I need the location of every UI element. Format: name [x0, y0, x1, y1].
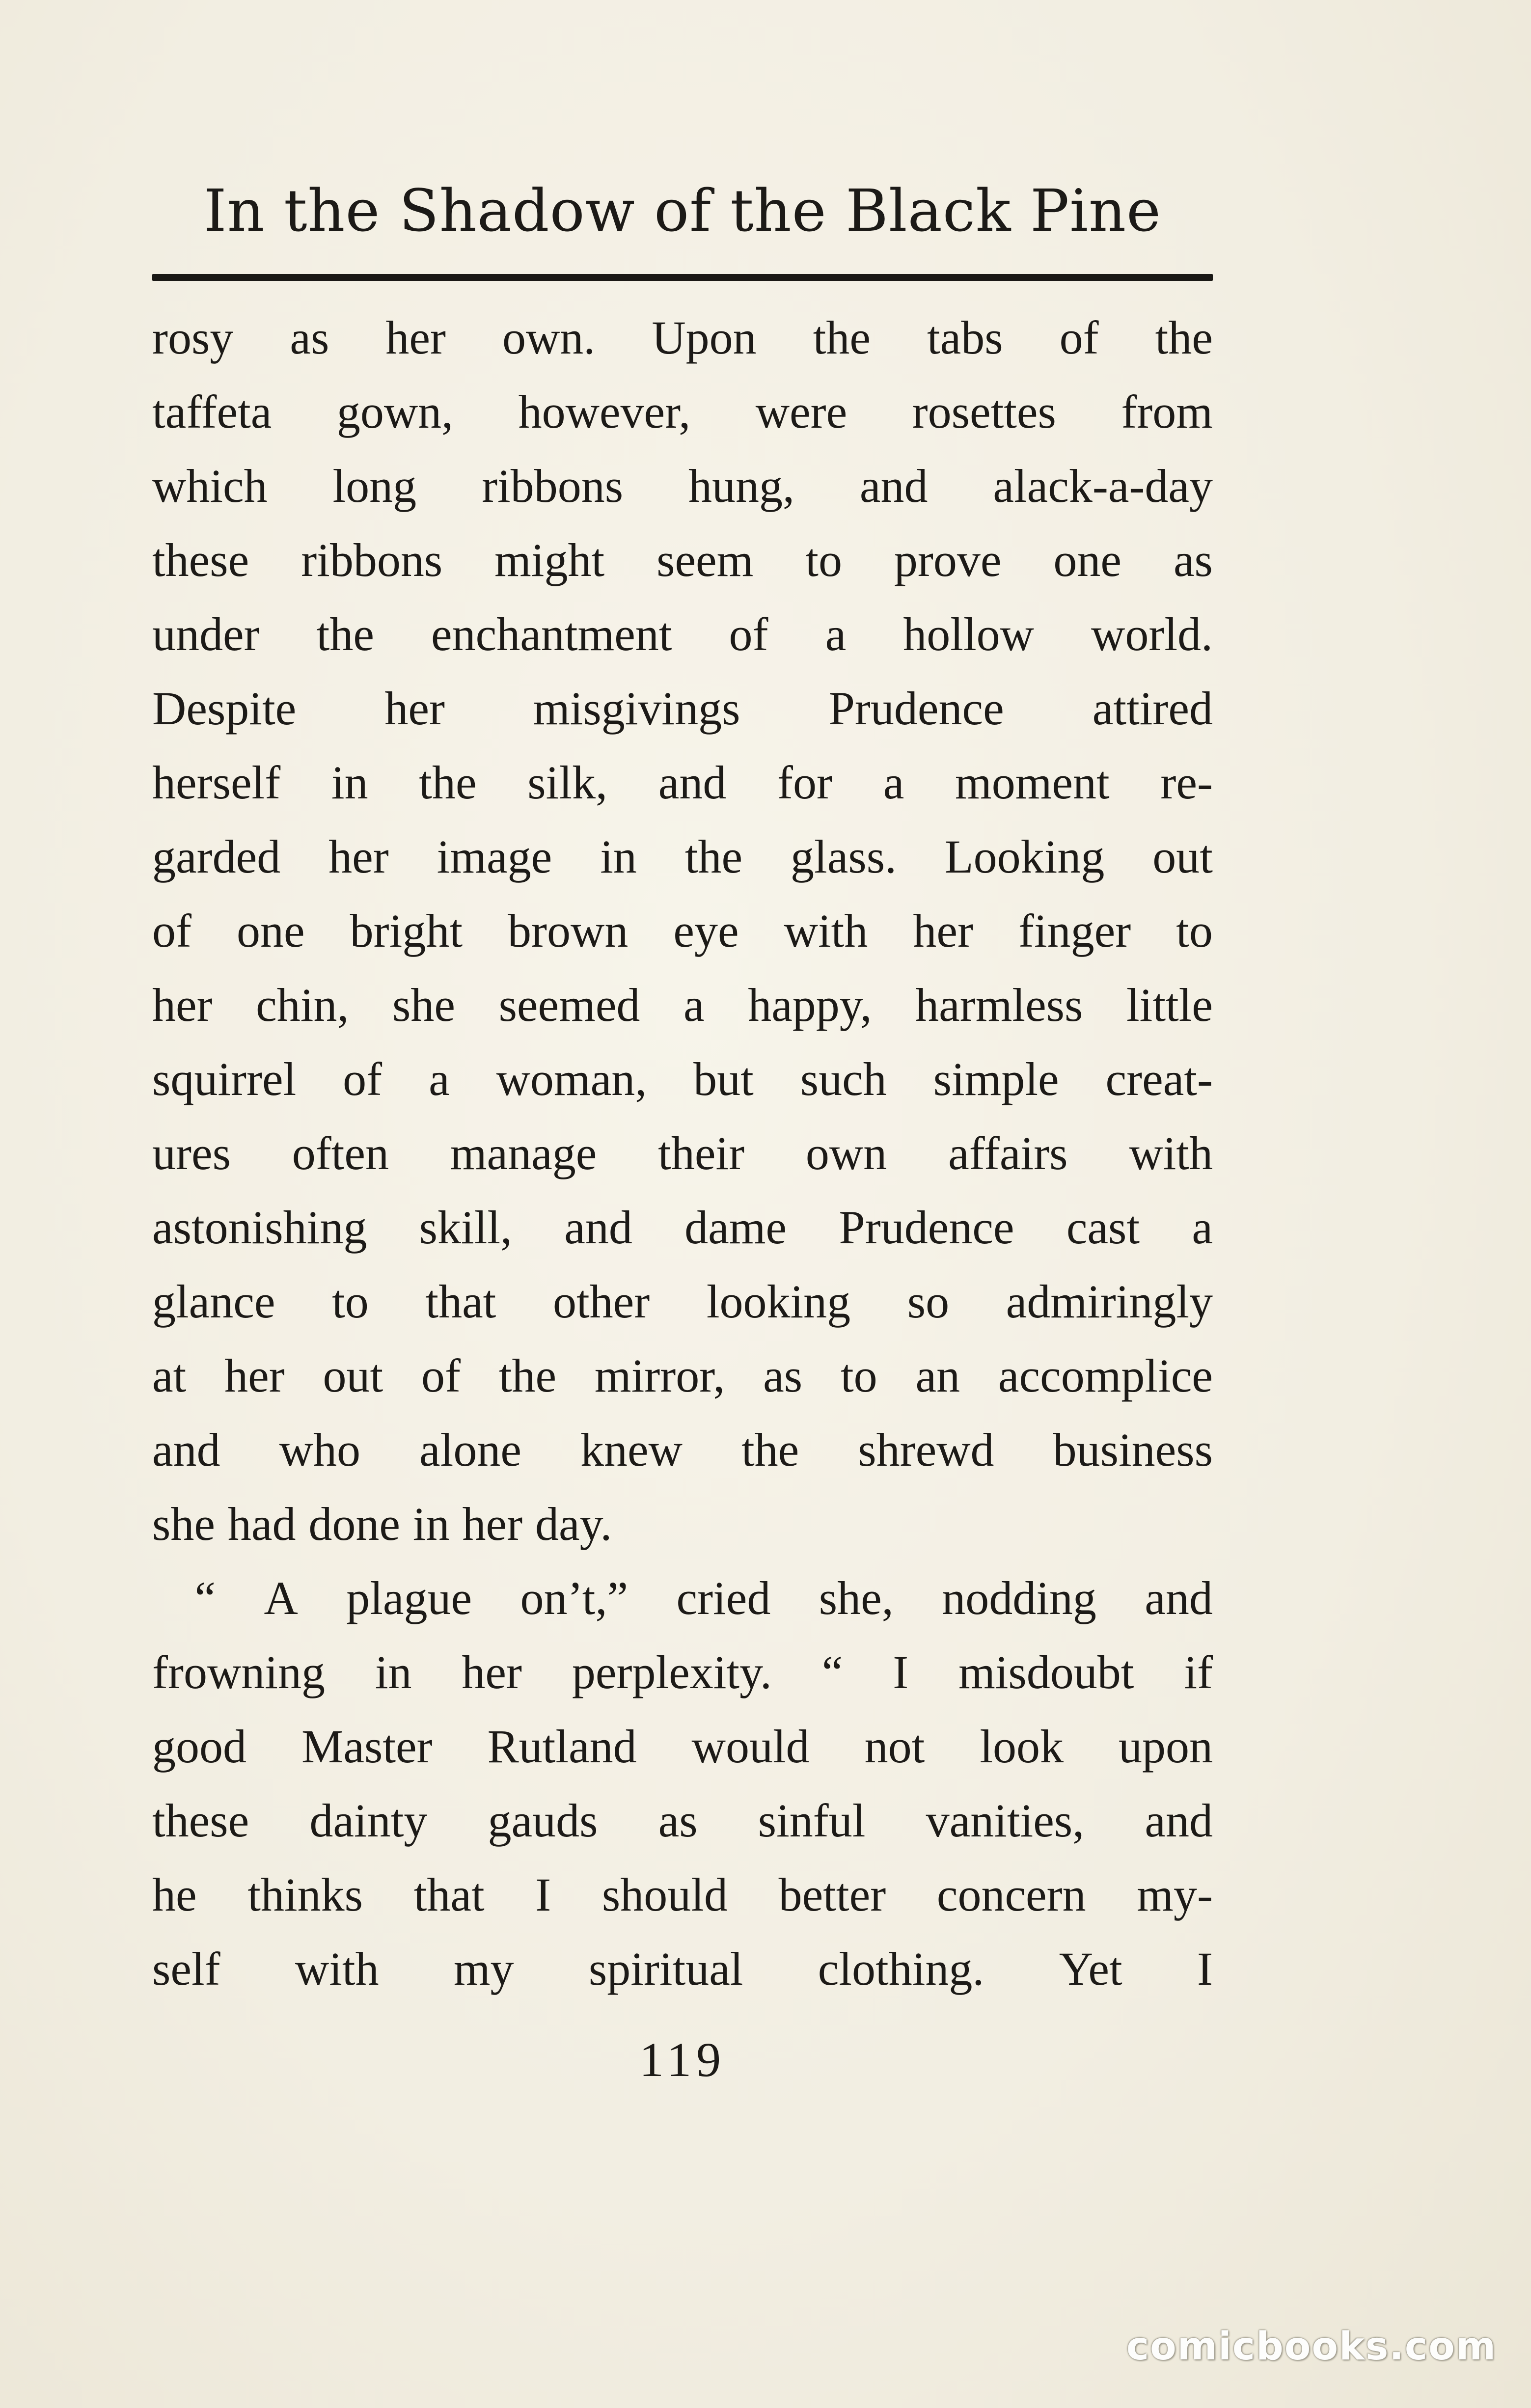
word: attired — [1092, 682, 1213, 735]
word: in — [600, 830, 637, 883]
word: and — [564, 1201, 632, 1254]
text-line — [152, 1042, 1213, 1116]
word: dame — [684, 1201, 787, 1254]
word: day. — [535, 1497, 612, 1550]
text-line — [152, 1413, 1213, 1487]
word: look — [980, 1720, 1064, 1773]
word: gown, — [336, 385, 454, 438]
word: to — [1176, 904, 1213, 957]
word: plague — [346, 1571, 472, 1624]
word: were — [755, 385, 848, 438]
word: long — [332, 459, 417, 512]
page-number: 119 — [639, 2032, 726, 2087]
word: on’t,” — [520, 1571, 629, 1624]
word: shrewd — [858, 1423, 994, 1476]
text-line — [152, 597, 1213, 671]
word: own — [805, 1126, 887, 1179]
word: woman, — [496, 1052, 647, 1105]
word: I — [535, 1868, 551, 1921]
word: the — [419, 756, 477, 809]
text-line — [152, 449, 1213, 523]
word: Prudence — [839, 1201, 1014, 1254]
word: garded — [152, 830, 281, 883]
word: ribbons — [301, 533, 443, 586]
word: Prudence — [828, 682, 1004, 735]
word: but — [693, 1052, 754, 1105]
text-line — [152, 1190, 1213, 1264]
word: knew — [580, 1423, 683, 1476]
word: finger — [1018, 904, 1131, 957]
word: she — [152, 1497, 215, 1550]
word: Upon — [652, 311, 757, 364]
word: happy, — [748, 978, 872, 1031]
word: a — [1192, 1201, 1213, 1254]
word: these — [152, 533, 249, 586]
word: prove — [894, 533, 1002, 586]
word: Looking — [945, 830, 1105, 883]
word: so — [907, 1275, 950, 1328]
word: Despite — [152, 682, 297, 735]
word: which — [152, 459, 268, 512]
word: a — [883, 756, 904, 809]
text-line — [152, 1858, 1213, 1932]
word: and — [658, 756, 727, 809]
word: as — [290, 311, 329, 364]
word: with — [784, 904, 868, 957]
text-line — [152, 894, 1213, 968]
word: out — [1152, 830, 1213, 883]
word: that — [425, 1275, 496, 1328]
word: I — [893, 1645, 909, 1698]
word: for — [777, 756, 832, 809]
word: she, — [819, 1571, 894, 1624]
word: moment — [955, 756, 1110, 809]
word: such — [800, 1052, 887, 1105]
word: her — [384, 682, 445, 735]
word: chin, — [256, 978, 349, 1031]
text-line — [152, 968, 1213, 1042]
text-line — [152, 745, 1213, 820]
word: her — [328, 830, 389, 883]
word: own. — [502, 311, 596, 364]
word: that — [413, 1868, 485, 1921]
word: gauds — [488, 1794, 598, 1847]
word: of — [1059, 311, 1099, 364]
word: might — [494, 533, 605, 586]
word: a — [429, 1052, 450, 1105]
text-line — [152, 375, 1213, 449]
word: self — [152, 1942, 220, 1995]
word: one — [1053, 533, 1121, 586]
word: as — [658, 1794, 698, 1847]
word: ribbons — [482, 459, 624, 512]
word: of — [421, 1349, 461, 1402]
word: re- — [1160, 756, 1213, 809]
word: my- — [1137, 1868, 1213, 1921]
word: a — [683, 978, 705, 1031]
word: he — [152, 1868, 197, 1921]
word: of — [152, 904, 191, 957]
word: Rutland — [487, 1720, 637, 1773]
word: looking — [706, 1275, 851, 1328]
word: perplexity. — [572, 1645, 772, 1698]
word: her — [913, 904, 973, 957]
word: herself — [152, 756, 281, 809]
word: in — [375, 1645, 412, 1698]
word: vanities, — [926, 1794, 1085, 1847]
word: as — [763, 1349, 803, 1402]
word: misgivings — [533, 682, 740, 735]
word: at — [152, 1349, 187, 1402]
word: hung, — [688, 459, 794, 512]
word: her — [385, 311, 446, 364]
word: nodding — [942, 1571, 1096, 1624]
word: simple — [933, 1052, 1059, 1105]
word: spiritual — [588, 1942, 743, 1995]
word: with — [1129, 1126, 1213, 1179]
text-line — [152, 1635, 1213, 1709]
word: an — [915, 1349, 960, 1402]
word: if — [1184, 1645, 1213, 1698]
running-head: In the Shadow of the Black Pine — [204, 177, 1161, 245]
word: manage — [450, 1126, 597, 1179]
word: upon — [1119, 1720, 1213, 1773]
text-line — [152, 1783, 1213, 1858]
word: however, — [518, 385, 691, 438]
word: her — [152, 978, 213, 1031]
text-line — [152, 1116, 1213, 1190]
word: eye — [673, 904, 739, 957]
text-line — [152, 523, 1213, 597]
word: and — [1145, 1794, 1213, 1847]
word: “ — [194, 1571, 216, 1624]
word: alone — [419, 1423, 521, 1476]
word: the — [741, 1423, 799, 1476]
word: other — [552, 1275, 650, 1328]
word: seem — [656, 533, 754, 586]
word: as — [1173, 533, 1213, 586]
word: affairs — [948, 1126, 1068, 1179]
word: taffeta — [152, 385, 272, 438]
word: her — [224, 1349, 285, 1402]
word: my — [453, 1942, 514, 1995]
word: and — [1145, 1571, 1213, 1624]
word: tabs — [927, 311, 1003, 364]
text-line — [152, 1561, 1213, 1635]
word: silk, — [527, 756, 607, 809]
word: I — [1197, 1942, 1213, 1995]
word: alack-a-day — [993, 459, 1213, 512]
word: not — [864, 1720, 925, 1773]
word: good — [152, 1720, 246, 1773]
word: glance — [152, 1275, 275, 1328]
text-line — [152, 1932, 1213, 2006]
word: to — [805, 533, 842, 586]
word: often — [292, 1126, 389, 1179]
word: a — [825, 607, 847, 660]
word: to — [332, 1275, 369, 1328]
word: the — [1155, 311, 1213, 364]
word: sinful — [758, 1794, 866, 1847]
text-line — [152, 1264, 1213, 1339]
body-text — [152, 301, 1213, 2006]
word: of — [729, 607, 768, 660]
word: to — [840, 1349, 877, 1402]
word: from — [1121, 385, 1213, 438]
word: creat- — [1105, 1052, 1213, 1105]
watermark: comicbooks.com — [1126, 2325, 1497, 2369]
word: the — [813, 311, 871, 364]
word: under — [152, 607, 260, 660]
word: who — [279, 1423, 360, 1476]
word: cast — [1066, 1201, 1140, 1254]
word: would — [691, 1720, 810, 1773]
word: with — [295, 1942, 379, 1995]
word: rosy — [152, 311, 234, 364]
word: image — [437, 830, 552, 883]
word: her — [462, 1645, 522, 1698]
word: and — [152, 1423, 220, 1476]
word: seemed — [498, 978, 640, 1031]
word: done — [308, 1497, 400, 1550]
word: hollow — [903, 607, 1034, 660]
word: little — [1126, 978, 1213, 1031]
word: ures — [152, 1126, 231, 1179]
word: out — [323, 1349, 383, 1402]
word: better — [778, 1868, 886, 1921]
word: the — [316, 607, 374, 660]
word: these — [152, 1794, 249, 1847]
word: business — [1053, 1423, 1213, 1476]
word: frowning — [152, 1645, 325, 1698]
word: had — [227, 1497, 296, 1550]
text-line — [152, 1709, 1213, 1783]
header-rule — [152, 274, 1213, 281]
word: and — [859, 459, 928, 512]
word: skill, — [419, 1201, 512, 1254]
word: her — [462, 1497, 523, 1550]
word: glass. — [791, 830, 897, 883]
word: enchantment — [431, 607, 672, 660]
text-line — [152, 1339, 1213, 1413]
word: concern — [936, 1868, 1086, 1921]
word: one — [237, 904, 305, 957]
text-line — [152, 301, 1213, 375]
word: accomplice — [998, 1349, 1213, 1402]
word: in — [331, 756, 368, 809]
word: she — [392, 978, 455, 1031]
word: dainty — [309, 1794, 428, 1847]
text-line — [152, 820, 1213, 894]
word: should — [601, 1868, 728, 1921]
word: “ — [821, 1645, 843, 1698]
word: misdoubt — [958, 1645, 1134, 1698]
word: rosettes — [912, 385, 1056, 438]
word: Master — [301, 1720, 433, 1773]
word: world. — [1091, 607, 1213, 660]
text-line — [152, 1487, 1213, 1561]
word: clothing. — [818, 1942, 984, 1995]
word: admiringly — [1006, 1275, 1213, 1328]
word: thinks — [247, 1868, 363, 1921]
word: the — [684, 830, 743, 883]
word: harmless — [915, 978, 1083, 1031]
text-line — [152, 671, 1213, 745]
word: brown — [508, 904, 629, 957]
word: of — [343, 1052, 383, 1105]
word: bright — [350, 904, 463, 957]
word: in — [412, 1497, 450, 1550]
word: mirror, — [594, 1349, 725, 1402]
word: the — [498, 1349, 557, 1402]
word: cried — [676, 1571, 771, 1624]
word: A — [264, 1571, 298, 1624]
word: Yet — [1059, 1942, 1122, 1995]
word: squirrel — [152, 1052, 297, 1105]
word: their — [658, 1126, 745, 1179]
word: astonishing — [152, 1201, 367, 1254]
